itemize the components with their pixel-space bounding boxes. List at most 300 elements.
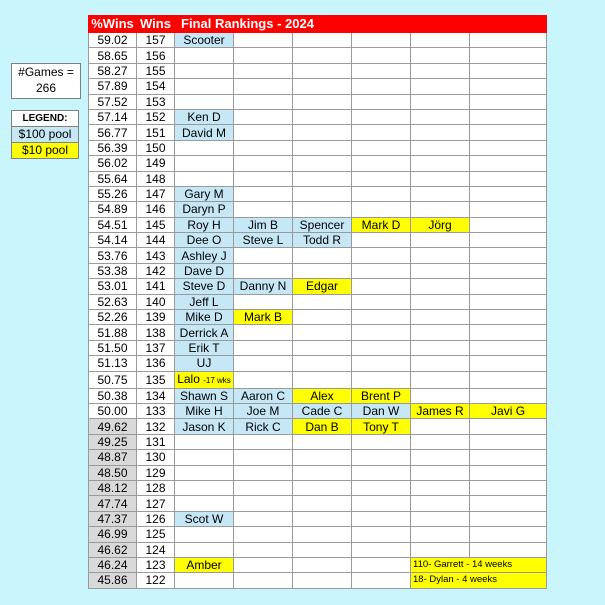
empty-cell [411,465,470,480]
table-row [89,542,547,557]
empty-cell [234,371,293,388]
player-name: Cade C [301,404,343,419]
player-cell [293,217,352,232]
empty-cell [293,140,352,155]
player-cell [175,340,234,355]
empty-cell [411,33,470,48]
table-row [89,233,547,248]
empty-cell [411,263,470,278]
player-cell [234,233,293,248]
table-row [89,186,547,201]
empty-cell [352,340,411,355]
empty-cell [175,480,234,495]
pct-cell: 54.14 [89,233,137,248]
table-row [89,325,547,340]
wins-cell: 137 [137,340,175,355]
table-row [89,450,547,465]
empty-cell [470,480,547,495]
player-name: Spencer [299,217,345,232]
empty-cell [470,109,547,124]
player-cell [175,356,234,371]
wins-cell: 127 [137,496,175,511]
wins-cell: 148 [137,171,175,186]
empty-cell [352,573,411,588]
pct-cell: 47.37 [89,511,137,526]
player-name: Javi G [491,404,526,419]
empty-cell [411,310,470,325]
empty-cell [293,156,352,171]
pct-cell: 55.26 [89,186,137,201]
empty-cell [470,450,547,465]
table-row [89,48,547,63]
empty-cell [411,325,470,340]
empty-cell [293,340,352,355]
wins-cell: 122 [137,573,175,588]
player-name: Shawn S [179,388,229,403]
pct-cell: 58.27 [89,63,137,78]
empty-cell [411,294,470,309]
empty-cell [411,156,470,171]
player-name: Jim B [248,217,278,232]
empty-cell [234,557,293,572]
wins-cell: 154 [137,79,175,94]
player-name: Dave D [183,264,224,279]
player-cell [234,388,293,403]
wins-cell: 134 [137,388,175,403]
empty-cell [234,248,293,263]
player-cell [293,419,352,434]
pct-cell: 49.62 [89,419,137,434]
empty-cell [293,573,352,588]
empty-cell [411,388,470,403]
pct-cell: 53.76 [89,248,137,263]
player-cell [175,388,234,403]
empty-cell [470,186,547,201]
empty-cell [234,527,293,542]
empty-cell [352,171,411,186]
pct-cell: 46.99 [89,527,137,542]
empty-cell [234,140,293,155]
empty-cell [234,171,293,186]
empty-cell [470,496,547,511]
games-value: 266 [35,81,57,95]
empty-cell [293,371,352,388]
empty-cell [411,542,470,557]
empty-cell [175,573,234,588]
empty-cell [234,125,293,140]
wins-cell: 131 [137,434,175,449]
table-row [89,340,547,355]
empty-cell [352,542,411,557]
table-row [89,419,547,434]
table-row [89,294,547,309]
wins-cell: 147 [137,186,175,201]
empty-cell [293,79,352,94]
empty-cell [234,434,293,449]
table-row [89,356,547,371]
table-row [89,527,547,542]
empty-cell [293,263,352,278]
empty-cell [175,63,234,78]
table-row [89,434,547,449]
pct-cell: 57.52 [89,94,137,109]
empty-cell [293,511,352,526]
player-cell [234,279,293,294]
empty-cell [411,434,470,449]
player-name: Lalo [177,371,200,386]
empty-cell [234,202,293,217]
empty-cell [234,340,293,355]
player-name: Danny N [239,279,287,294]
empty-cell [411,140,470,155]
empty-cell [234,156,293,171]
player-name: Erik T [188,341,220,355]
empty-cell [293,294,352,309]
player-name: Dan W [362,404,400,419]
empty-cell [411,279,470,294]
player-cell [175,419,234,434]
player-cell [175,109,234,124]
empty-cell [293,171,352,186]
table-row [89,310,547,325]
empty-cell [470,140,547,155]
wins-cell: 135 [137,371,175,388]
empty-cell [352,465,411,480]
empty-cell [293,94,352,109]
empty-cell [352,186,411,201]
player-cell [352,419,411,434]
player-cell [470,403,547,418]
player-name: Tony T [363,419,399,434]
player-name: Scooter [183,33,225,48]
empty-cell [352,325,411,340]
pct-cell: 57.14 [89,109,137,124]
table-row [89,371,547,388]
empty-cell [234,542,293,557]
player-cell [293,403,352,418]
pct-cell: 52.26 [89,310,137,325]
empty-cell [234,511,293,526]
player-cell [175,294,234,309]
player-name: Jeff L [189,294,219,309]
pct-cell: 48.50 [89,465,137,480]
empty-cell [293,48,352,63]
pct-cell: 46.62 [89,542,137,557]
player-name: Mark B [243,310,282,325]
empty-cell [293,480,352,495]
pct-cell: 45.86 [89,573,137,588]
empty-cell [411,94,470,109]
table-row [89,557,547,572]
wins-cell: 123 [137,557,175,572]
player-cell [411,403,470,418]
wins-cell: 125 [137,527,175,542]
empty-cell [175,496,234,511]
empty-cell [470,171,547,186]
player-cell [293,388,352,403]
player-name: Dee O [186,233,222,248]
pct-cell: 56.02 [89,156,137,171]
legend-yellow-pool: $10 pool [11,142,79,159]
wins-cell: 150 [137,140,175,155]
table-row [89,279,547,294]
empty-cell [293,33,352,48]
table-row [89,465,547,480]
empty-cell [234,294,293,309]
empty-cell [352,109,411,124]
empty-cell [293,434,352,449]
empty-cell [470,465,547,480]
empty-cell [175,450,234,465]
empty-cell [470,233,547,248]
empty-cell [470,279,547,294]
player-name: Roy H [187,217,221,232]
empty-cell [234,263,293,278]
wins-cell: 126 [137,511,175,526]
player-name: Edgar [305,279,339,294]
empty-cell [411,356,470,371]
empty-cell [234,450,293,465]
empty-cell [470,527,547,542]
wins-cell: 143 [137,248,175,263]
empty-cell [352,248,411,263]
pct-cell: 54.51 [89,217,137,232]
player-name: Jason K [182,419,226,434]
table-row [89,217,547,232]
pct-cell: 59.02 [89,33,137,48]
player-cell [293,233,352,248]
empty-cell [293,450,352,465]
pct-cell: 56.39 [89,140,137,155]
rankings-table [88,15,547,589]
empty-cell [470,325,547,340]
player-name: Mark D [361,217,401,232]
pct-cell: 50.75 [89,371,137,388]
empty-cell [411,48,470,63]
empty-cell [234,48,293,63]
empty-cell [234,356,293,371]
pct-cell: 51.13 [89,356,137,371]
player-name: Mike H [185,404,223,419]
empty-cell [411,248,470,263]
empty-cell [411,79,470,94]
header-title: Final Rankings - 2024 [175,16,547,33]
table-row [89,496,547,511]
empty-cell [470,33,547,48]
player-name: James R [416,404,464,419]
empty-cell [352,79,411,94]
legend-blue-pool: $100 pool [11,126,79,143]
pct-cell: 57.89 [89,79,137,94]
pct-cell: 50.38 [89,388,137,403]
empty-cell [293,109,352,124]
table-row [89,156,547,171]
player-cell [175,202,234,217]
empty-cell [470,125,547,140]
empty-cell [293,310,352,325]
player-cell [175,125,234,140]
empty-cell [411,186,470,201]
empty-cell [470,434,547,449]
pct-cell: 56.77 [89,125,137,140]
empty-cell [293,248,352,263]
player-name: Mike D [185,310,223,325]
games-label: #Games = [18,65,74,79]
empty-cell [411,450,470,465]
side-note: 110- Garrett - 14 weeks [411,557,547,572]
table-row [89,263,547,278]
empty-cell [352,434,411,449]
empty-cell [234,94,293,109]
player-name: Ashley J [181,248,227,263]
empty-cell [352,63,411,78]
empty-cell [411,202,470,217]
player-name: Joe M [246,404,280,419]
player-note: -17 wks [203,375,231,385]
empty-cell [470,248,547,263]
wins-cell: 141 [137,279,175,294]
empty-cell [175,140,234,155]
empty-cell [175,527,234,542]
empty-cell [352,233,411,248]
empty-cell [352,48,411,63]
empty-cell [293,356,352,371]
player-name: Alex [310,388,334,403]
table-row [89,140,547,155]
table-row [89,573,547,588]
empty-cell [470,156,547,171]
player-cell [234,403,293,418]
table-row [89,33,547,48]
side-note: 18- Dylan - 4 weeks [411,573,547,588]
header-row [89,16,547,33]
player-cell [411,217,470,232]
player-name: Aaron C [240,388,286,403]
empty-cell [470,371,547,388]
empty-cell [352,94,411,109]
empty-cell [234,79,293,94]
player-name: Gary M [184,187,224,202]
table-row [89,63,547,78]
player-cell [175,263,234,278]
empty-cell [411,125,470,140]
player-name: Amber [186,558,222,573]
empty-cell [293,465,352,480]
empty-cell [352,140,411,155]
empty-cell [293,186,352,201]
empty-cell [352,480,411,495]
empty-cell [352,496,411,511]
player-name: Dan B [305,419,339,434]
empty-cell [352,511,411,526]
empty-cell [352,279,411,294]
empty-cell [352,310,411,325]
empty-cell [470,202,547,217]
pct-cell: 58.65 [89,48,137,63]
empty-cell [411,511,470,526]
empty-cell [470,79,547,94]
empty-cell [234,63,293,78]
table-row [89,125,547,140]
legend [11,111,79,159]
wins-cell: 142 [137,263,175,278]
table-row [89,202,547,217]
table-row [89,79,547,94]
pct-cell: 51.88 [89,325,137,340]
empty-cell [293,325,352,340]
player-cell [175,371,234,388]
pct-cell: 55.64 [89,171,137,186]
empty-cell [470,511,547,526]
legend-title: LEGEND: [11,110,79,127]
empty-cell [470,388,547,403]
empty-cell [470,340,547,355]
player-name: Ken D [187,110,221,125]
wins-cell: 146 [137,202,175,217]
empty-cell [411,480,470,495]
empty-cell [175,48,234,63]
player-cell [234,419,293,434]
player-name: Todd R [302,233,342,248]
pct-cell: 47.74 [89,496,137,511]
player-cell [175,403,234,418]
wins-cell: 156 [137,48,175,63]
empty-cell [470,294,547,309]
pct-cell: 51.50 [89,340,137,355]
empty-cell [411,109,470,124]
player-cell [175,310,234,325]
player-name: Brent P [360,388,402,403]
empty-cell [411,419,470,434]
empty-cell [234,109,293,124]
empty-cell [175,434,234,449]
wins-cell: 152 [137,109,175,124]
games-count-box [11,63,81,99]
player-name: Scot W [184,511,224,526]
wins-cell: 140 [137,294,175,309]
table-row [89,511,547,526]
empty-cell [293,63,352,78]
empty-cell [411,371,470,388]
player-name: Rick C [245,419,281,434]
empty-cell [234,465,293,480]
player-name: David M [181,125,226,140]
player-cell [234,217,293,232]
wins-cell: 153 [137,94,175,109]
empty-cell [352,557,411,572]
pct-cell: 52.63 [89,294,137,309]
player-cell [234,310,293,325]
empty-cell [352,125,411,140]
empty-cell [352,33,411,48]
wins-cell: 157 [137,33,175,48]
table-row [89,403,547,418]
table-row [89,388,547,403]
player-cell [352,217,411,232]
empty-cell [234,325,293,340]
empty-cell [234,480,293,495]
empty-cell [234,573,293,588]
empty-cell [411,233,470,248]
player-cell [175,325,234,340]
empty-cell [470,63,547,78]
empty-cell [470,217,547,232]
empty-cell [352,527,411,542]
player-cell [175,557,234,572]
empty-cell [352,450,411,465]
header-wins: Wins [137,16,175,33]
table-row [89,109,547,124]
